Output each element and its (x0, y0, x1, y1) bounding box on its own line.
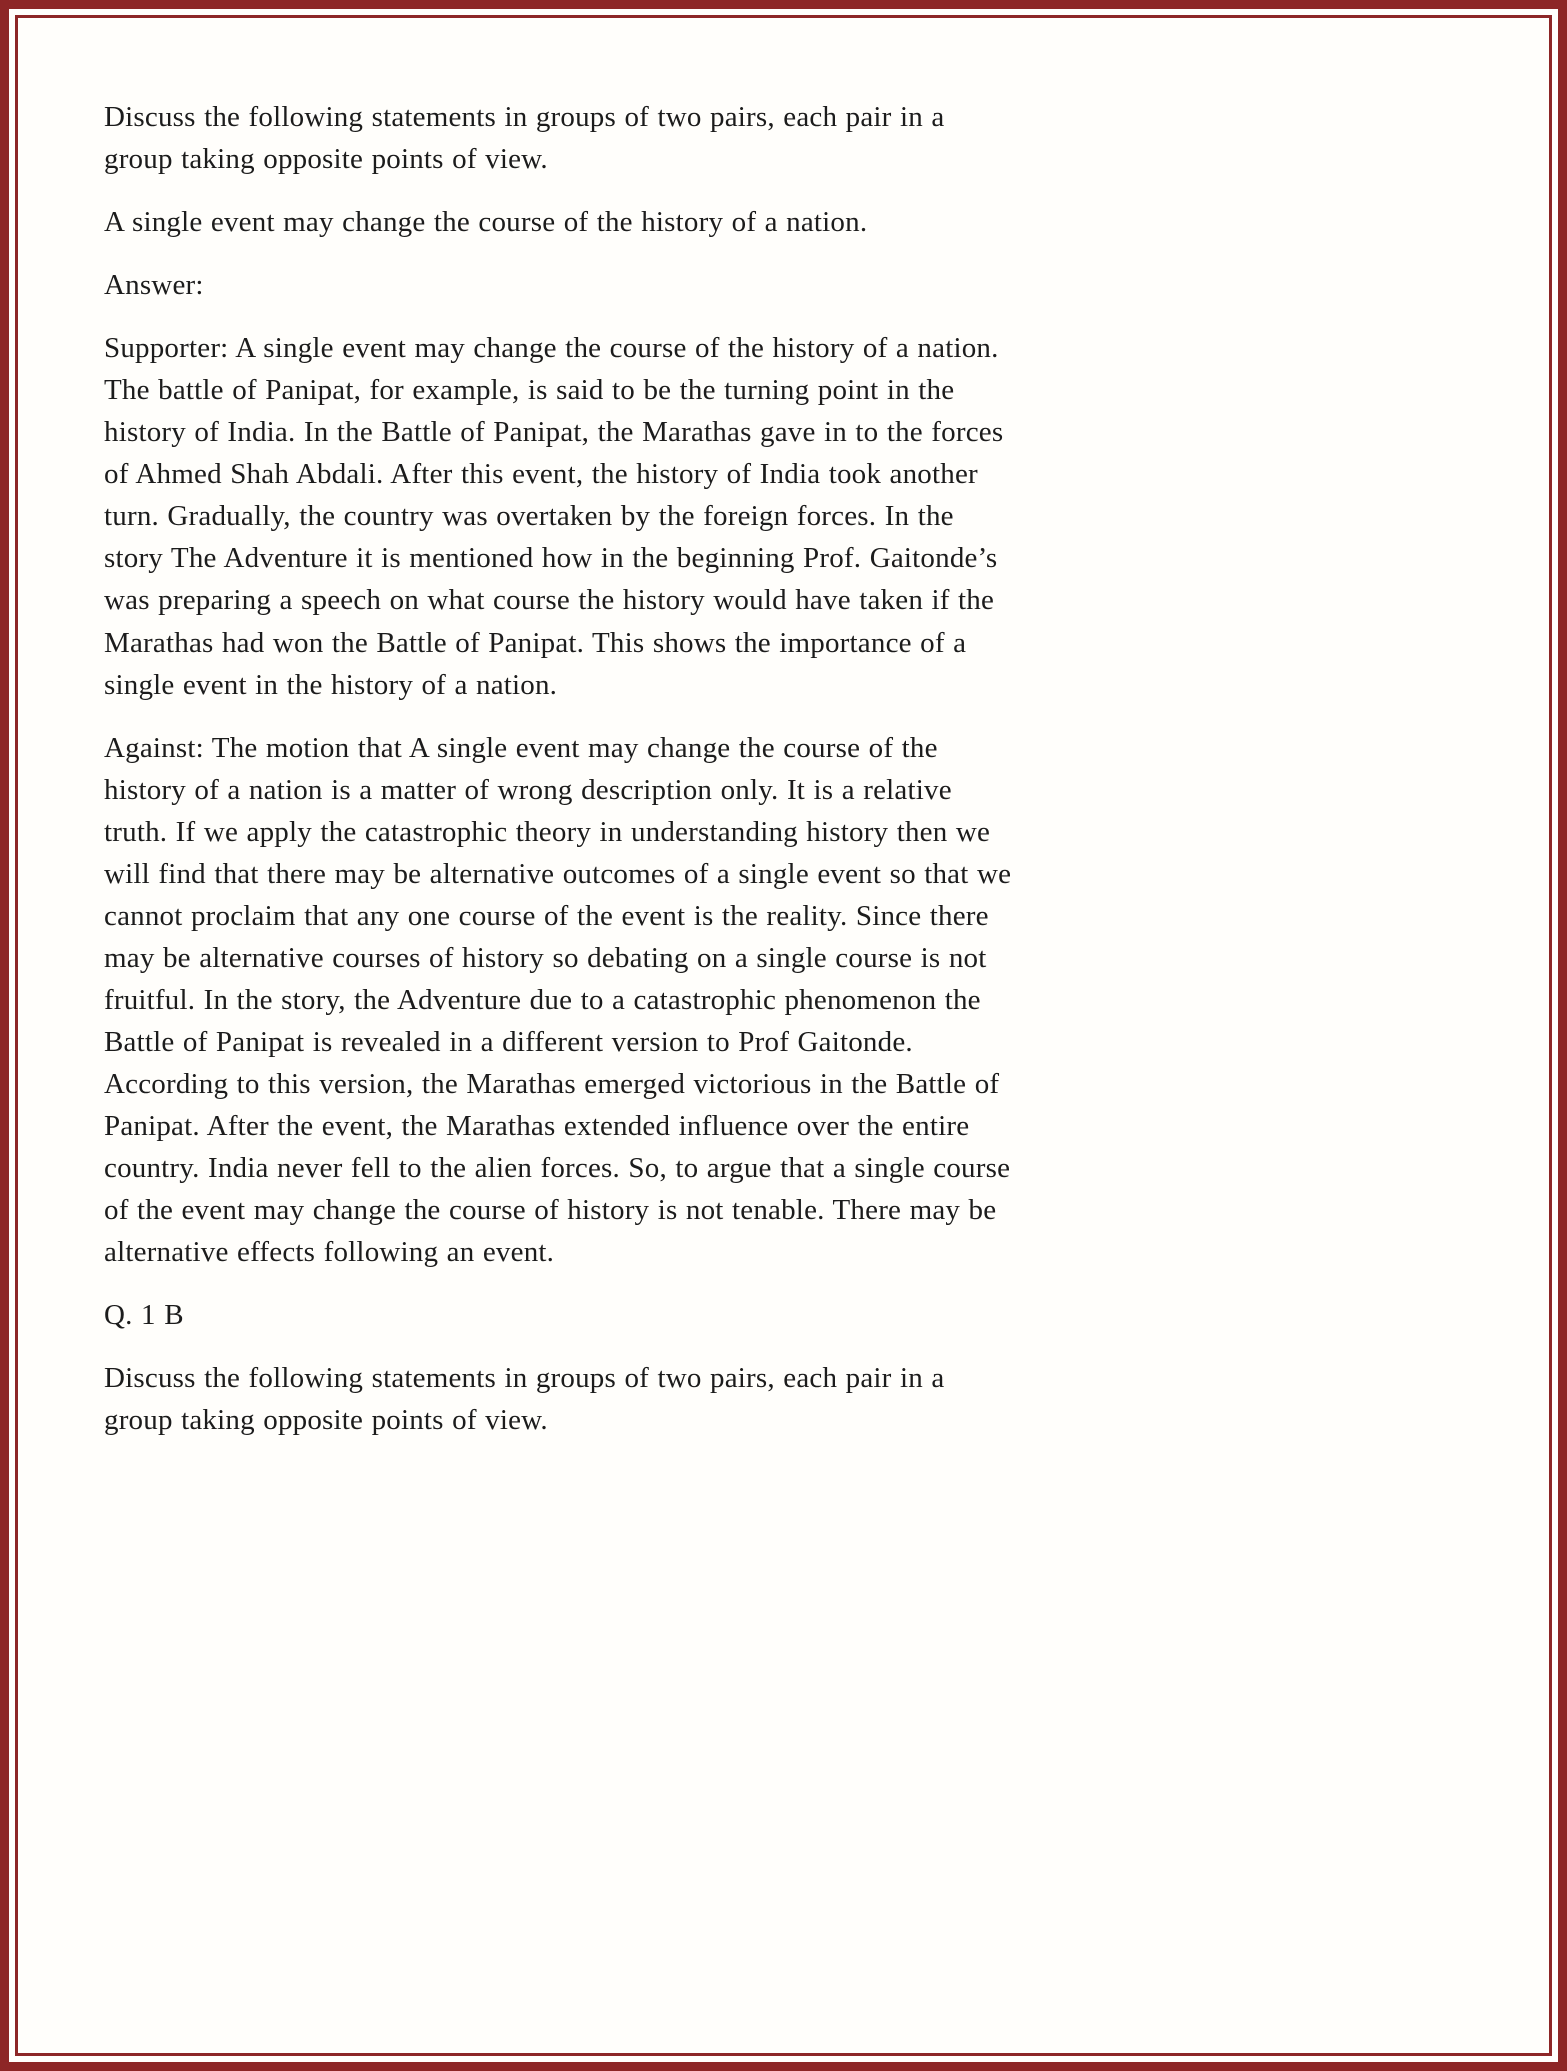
answer-label: Answer: (104, 269, 204, 302)
instruction-paragraph: Discuss the following statements in groups of two pairs, each pair in a group taking opposite points of view. (104, 101, 945, 176)
question-number-label: Q. 1 B (104, 1299, 184, 1332)
instruction-paragraph-repeat: Discuss the following statements in groups of two pairs, each pair in a group taking opposite points of view. (104, 1362, 945, 1437)
page-content (18, 18, 1108, 1441)
inner-border-frame (15, 15, 1552, 2056)
supporter-paragraph: Supporter: A single event may change the course of the history of a nation. The battle of Panipat, for example, is said to be the turning point in the history of India. In the Battle of Panipat, the Marathas gave in to the forces of Ahmed Shah Abdali. After this event, the history of India took another turn. Gradually, the country was overtaken by the foreign forces. In the story The Adventure it is mentioned how in the beginning Prof. Gaitonde’s was preparing a speech on what course the history would have taken if the Marathas had won the Battle of Panipat. This shows the importance of a single event in the history of a nation. (104, 332, 1004, 701)
against-paragraph: Against: The motion that A single event may change the course of the history of a nation is a matter of wrong description only. It is a relative truth. If we apply the catastrophic theory in understanding history then we will find that there may be alternative outcomes of a single event so that we cannot proclaim that any one course of the event is the reality. Since there may be alternative courses of history so debating on a single course is not fruitful. In the story, the Adventure due to a catastrophic phenomenon the Battle of Panipat is revealed in a different version to Prof Gaitonde. According to this version, the Marathas emerged victorious in the Battle of Panipat. After the event, the Marathas extended influence over the entire country. India never fell to the alien forces. So, to argue that a single course of the event may change the course of history is not tenable. There may be alternative effects following an event. (104, 731, 1012, 1269)
statement-paragraph: A single event may change the course of the history of a nation. (104, 206, 868, 239)
